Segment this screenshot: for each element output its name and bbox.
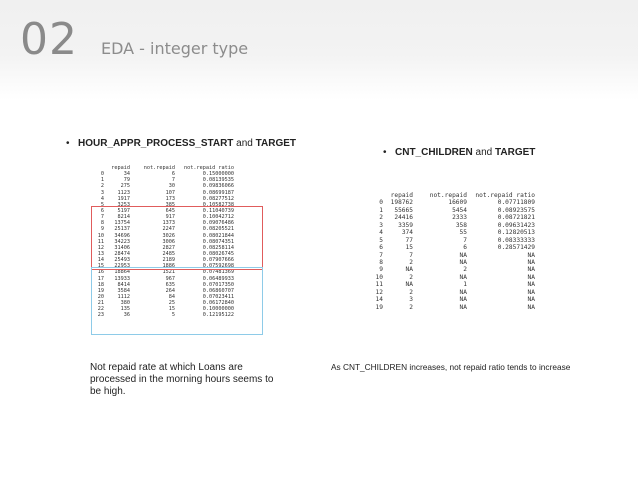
table-header-cell	[373, 192, 383, 199]
table-cell: 3	[409, 296, 413, 304]
table-cell: 4	[100, 195, 104, 202]
table-cell: 1373	[162, 220, 175, 227]
table-cell: 10	[97, 232, 104, 239]
table-cell: 1	[100, 177, 104, 184]
table-cell: 2	[379, 214, 383, 222]
table-cell: 0.08699187	[202, 189, 234, 196]
table-cell: NA	[459, 273, 467, 281]
cnt-children-note: As CNT_CHILDREN increases, not repaid ratio tends to increase	[331, 362, 571, 372]
table-cell: 3584	[117, 287, 130, 294]
table-cell: 0.06172840	[202, 300, 234, 307]
table-cell: 3	[379, 221, 383, 229]
table-cell: 18864	[114, 269, 130, 276]
table-cell: 5197	[117, 207, 130, 214]
table-cell: 22	[97, 306, 104, 313]
table-cell: 11	[375, 281, 383, 289]
table-cell: 34	[123, 171, 130, 178]
table-cell: 0.06489933	[202, 275, 234, 282]
bullet-target: TARGET	[255, 138, 297, 149]
table-row	[373, 304, 565, 311]
table-cell: 0.08258114	[202, 244, 234, 251]
table-cell: 0.08923575	[497, 206, 535, 214]
table-cell: 12	[375, 288, 383, 296]
table-cell: 19	[375, 303, 383, 311]
table-cell: 374	[401, 229, 413, 237]
table-cell: 7	[409, 251, 413, 259]
table-cell: 9	[379, 266, 383, 274]
table-cell: NA	[527, 296, 535, 304]
table-cell: 6	[171, 171, 175, 178]
table-cell: 2189	[162, 257, 175, 264]
table-cell: NA	[527, 273, 535, 281]
table-cell: 25	[168, 300, 175, 307]
table-cell: 5	[171, 312, 175, 319]
table-cell: 25493	[114, 257, 130, 264]
table-cell: 173	[165, 195, 175, 202]
bullet-and: and	[233, 138, 256, 149]
table-cell: 1521	[162, 269, 175, 276]
table-row	[373, 222, 565, 229]
table-cell: 0	[379, 199, 383, 207]
table-row	[373, 259, 565, 266]
table-cell: 84	[168, 293, 175, 300]
table-cell: 18	[97, 281, 104, 288]
table-cell: 36	[123, 312, 130, 319]
table-cell: 12	[97, 244, 104, 251]
table-cell: 34223	[114, 238, 130, 245]
table-cell: 2	[100, 183, 104, 190]
table-cell: NA	[459, 296, 467, 304]
table-cell: 55665	[394, 206, 413, 214]
table-row	[373, 296, 565, 303]
table-cell: 23	[97, 312, 104, 319]
table-cell: 0.10582738	[202, 201, 234, 208]
table-cell: NA	[459, 288, 467, 296]
table-cell: 4	[379, 229, 383, 237]
bullet-and: and	[472, 147, 496, 158]
table-row	[373, 214, 565, 221]
table-cell: 2827	[162, 244, 175, 251]
table-cell: 2247	[162, 226, 175, 233]
table-cell: 1	[379, 206, 383, 214]
table-cell: 0.11040739	[202, 207, 234, 214]
table-cell: 7	[379, 251, 383, 259]
table-cell: 0.07481369	[202, 269, 234, 276]
table-cell: 1112	[117, 293, 130, 300]
bullet-target: TARGET	[495, 147, 536, 158]
table-cell: 1	[463, 281, 467, 289]
table-cell: 16609	[448, 199, 467, 207]
table-row	[373, 281, 565, 288]
table-row	[373, 274, 565, 281]
table-cell: 0.10042712	[202, 214, 234, 221]
table-row	[373, 252, 565, 259]
bullet-dot: •	[66, 138, 70, 149]
table-cell: 77	[405, 236, 413, 244]
table-cell: 9	[100, 226, 104, 233]
table-cell: 917	[165, 214, 175, 221]
table-cell: 8214	[117, 214, 130, 221]
table-cell: 0.09836066	[202, 183, 234, 190]
bullet-dot: •	[383, 147, 387, 158]
table-cell: 8414	[117, 281, 130, 288]
table-cell: 0.15000000	[202, 171, 234, 178]
table-row	[373, 289, 565, 296]
table-cell: 1917	[117, 195, 130, 202]
table-cell: 6	[379, 244, 383, 252]
table-cell: NA	[405, 281, 413, 289]
table-cell: NA	[527, 281, 535, 289]
table-cell: 3253	[117, 201, 130, 208]
table-cell: 645	[165, 207, 175, 214]
table-cell: 1123	[117, 189, 130, 196]
table-row	[373, 229, 565, 236]
hour-appr-table	[92, 165, 260, 349]
table-cell: 0.08026745	[202, 250, 234, 257]
table-cell: 2	[409, 258, 413, 266]
table-cell: 14	[375, 296, 383, 304]
table-cell: 55	[459, 229, 467, 237]
table-cell: 0.09631423	[497, 221, 535, 229]
table-cell: 14	[97, 257, 104, 264]
table-cell: 135	[120, 306, 130, 313]
table-cell: 2	[409, 303, 413, 311]
table-cell: 8	[379, 258, 383, 266]
table-cell: 6	[463, 244, 467, 252]
table-cell: 0.07023411	[202, 293, 234, 300]
table-cell: 1886	[162, 263, 175, 270]
table-cell: NA	[527, 288, 535, 296]
hour-appr-note: Not repaid rate at which Loans are processed in the morning hours seems to be high.	[90, 362, 274, 397]
table-cell: 0.08205521	[202, 226, 234, 233]
table-cell: 7	[463, 236, 467, 244]
table-cell: 22953	[114, 263, 130, 270]
table-cell: 2485	[162, 250, 175, 257]
table-cell: NA	[527, 251, 535, 259]
table-header-cell: repaid	[390, 192, 413, 199]
table-cell: 0.07592698	[202, 263, 234, 270]
bullet-var: HOUR_APPR_PROCESS_START	[78, 138, 234, 149]
table-cell: NA	[527, 266, 535, 274]
table-cell: 2	[409, 273, 413, 281]
table-cell: 15	[97, 263, 104, 270]
table-cell: 385	[165, 201, 175, 208]
table-cell: 3359	[398, 221, 413, 229]
table-cell: 15	[168, 306, 175, 313]
table-cell: NA	[459, 258, 467, 266]
table-cell: 20	[97, 293, 104, 300]
table-cell: 264	[165, 287, 175, 294]
table-cell: 7	[100, 214, 104, 221]
table-cell: 3026	[162, 232, 175, 239]
table-cell: 79	[123, 177, 130, 184]
slide-number: 02	[20, 14, 78, 65]
table-cell: 2	[463, 266, 467, 274]
table-cell: 13754	[114, 220, 130, 227]
afternoon-hours-highlight	[91, 267, 263, 335]
table-cell: NA	[405, 266, 413, 274]
table-cell: 31406	[114, 244, 130, 251]
table-cell: 0.08277512	[202, 195, 234, 202]
table-row	[373, 207, 565, 214]
table-cell: 0.06860707	[202, 287, 234, 294]
table-row	[373, 199, 565, 206]
table-cell: 25137	[114, 226, 130, 233]
table-cell: 6	[100, 207, 104, 214]
table-header-cell: not.repaid	[143, 165, 175, 171]
table-cell: 0.07907666	[202, 257, 234, 264]
table-cell: 11	[97, 238, 104, 245]
table-cell: NA	[459, 251, 467, 259]
table-cell: 8	[100, 220, 104, 227]
table-cell: 13	[97, 250, 104, 257]
table-cell: 0.08074351	[202, 238, 234, 245]
table-cell: 0	[100, 171, 104, 178]
table-cell: 5	[379, 236, 383, 244]
table-cell: 0.12820513	[497, 229, 535, 237]
table-cell: 17	[97, 275, 104, 282]
table-header-row	[373, 192, 565, 199]
table-cell: NA	[459, 303, 467, 311]
table-cell: 380	[120, 300, 130, 307]
cnt-children-table	[373, 192, 565, 322]
table-cell: 2333	[452, 214, 467, 222]
table-row	[373, 237, 565, 244]
table-cell: 0.08721821	[497, 214, 535, 222]
table-cell: 0.07711809	[497, 199, 535, 207]
table-cell: 2	[409, 288, 413, 296]
table-row	[373, 266, 565, 273]
table-header-cell: repaid	[111, 165, 130, 171]
bullet-cnt-children	[383, 147, 535, 159]
slide-header	[0, 0, 638, 100]
table-cell: 13933	[114, 275, 130, 282]
table-cell: 0.08333333	[497, 236, 535, 244]
table-cell: 28474	[114, 250, 130, 257]
table-cell: 0.28571429	[497, 244, 535, 252]
slide-title: EDA - integer type	[101, 39, 249, 58]
table-cell: 198762	[390, 199, 413, 207]
table-cell: 19	[97, 287, 104, 294]
table-cell: 0.12195122	[202, 312, 234, 319]
table-cell: 15	[405, 244, 413, 252]
table-cell: 16	[97, 269, 104, 276]
table-cell: 0.07017350	[202, 281, 234, 288]
bullet-var: CNT_CHILDREN	[395, 147, 473, 158]
table-cell: 0.08021844	[202, 232, 234, 239]
morning-hours-highlight	[91, 206, 263, 270]
table-cell: 107	[165, 189, 175, 196]
table-cell: 24416	[394, 214, 413, 222]
table-header-cell: not.repaid ratio	[184, 165, 234, 171]
table-cell: 21	[97, 300, 104, 307]
table-cell: 967	[165, 275, 175, 282]
table-header-cell: not.repaid ratio	[475, 192, 535, 199]
table-cell: 275	[120, 183, 130, 190]
table-cell: 0.08139535	[202, 177, 234, 184]
table-cell: NA	[527, 303, 535, 311]
table-cell: 10	[375, 273, 383, 281]
table-cell: 0.10000000	[202, 306, 234, 313]
table-cell: 0.09076486	[202, 220, 234, 227]
table-header-cell: not.repaid	[429, 192, 467, 199]
table-cell: 5	[100, 201, 104, 208]
table-cell: 3	[100, 189, 104, 196]
table-cell: 34696	[114, 232, 130, 239]
bullet-hour-appr	[66, 138, 296, 150]
table-cell: 358	[455, 221, 467, 229]
table-cell: 3006	[162, 238, 175, 245]
table-cell: 7	[171, 177, 175, 184]
table-cell: 635	[165, 281, 175, 288]
table-cell: NA	[527, 258, 535, 266]
table-cell: 30	[168, 183, 175, 190]
table-row	[373, 244, 565, 251]
table-cell: 5454	[452, 206, 467, 214]
